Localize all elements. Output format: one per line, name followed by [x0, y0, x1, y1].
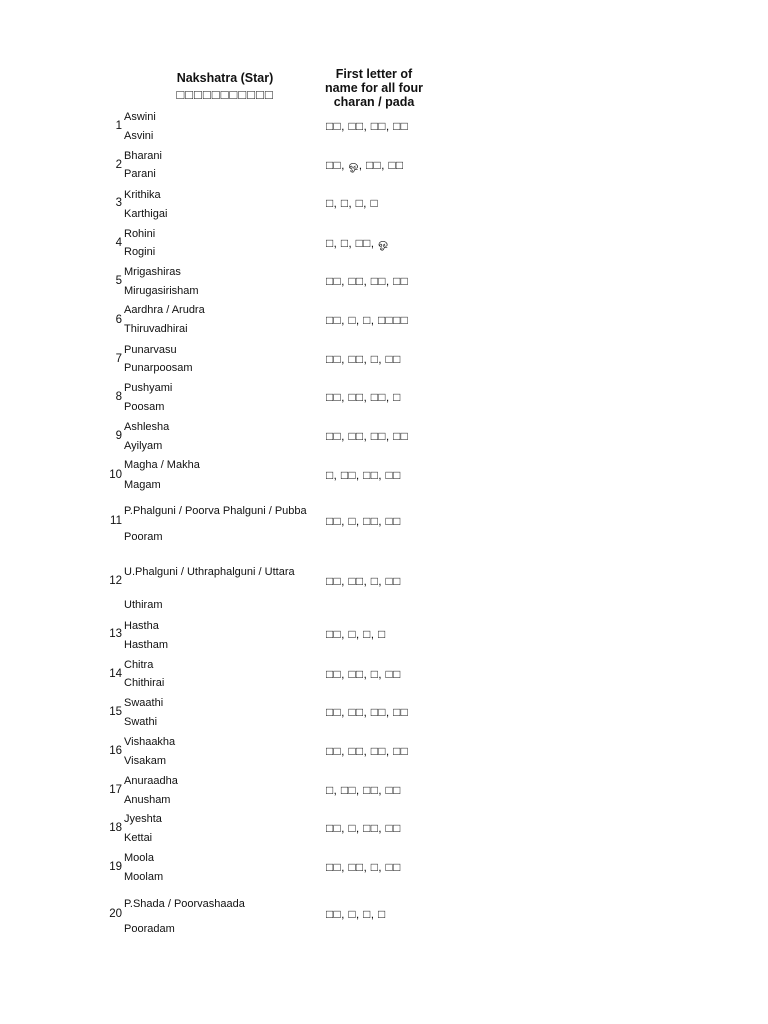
- row-number: 1: [115, 120, 122, 132]
- first-letters: □□, □□, □□, □□: [326, 744, 409, 758]
- first-letters: □, □□, □□, □□: [326, 468, 401, 482]
- star-name-english: Mrigashiras: [124, 266, 181, 278]
- row-number: 7: [115, 353, 122, 365]
- first-letters: □□, □□, □, □□: [326, 352, 401, 366]
- first-letters: □□, □□, □□, □□: [326, 429, 409, 443]
- star-name-english: Magha / Makha: [124, 459, 200, 471]
- star-name-tamil: Uthiram: [124, 599, 163, 611]
- row-number: 18: [109, 822, 122, 834]
- row-number: 6: [115, 314, 122, 326]
- first-letters: □□, □, □, □□□□: [326, 313, 409, 327]
- row-number: 13: [109, 628, 122, 640]
- star-name-english: Chitra: [124, 659, 154, 671]
- first-letters: □□, □□, □□, □□: [326, 119, 409, 133]
- first-letters: □□, ஓ, □□, □□: [326, 158, 404, 172]
- star-name-english: Punarvasu: [124, 344, 177, 356]
- row-number: 4: [115, 237, 122, 249]
- star-name-tamil: Pooram: [124, 531, 163, 543]
- row-number: 3: [115, 197, 122, 209]
- row-number: 19: [109, 861, 122, 873]
- row-number: 5: [115, 275, 122, 287]
- star-column-header: [150, 70, 300, 103]
- star-name-english: Rohini: [124, 228, 156, 240]
- star-name-tamil: Thiruvadhirai: [124, 323, 188, 335]
- star-name-tamil: Poosam: [124, 401, 165, 413]
- row-number: 14: [109, 668, 122, 680]
- star-name-tamil: Magam: [124, 479, 161, 491]
- first-letters: □, □, □□, ஓ: [326, 236, 389, 250]
- star-name-english: P.Phalguni / Poorva Phalguni / Pubba: [124, 505, 307, 517]
- first-letters: □□, □□, □□, □□: [326, 705, 409, 719]
- row-number: 10: [109, 469, 122, 481]
- first-letters: □□, □□, □□, □: [326, 390, 401, 404]
- star-name-english: Vishaakha: [124, 736, 176, 748]
- star-name-tamil: Punarpoosam: [124, 362, 193, 374]
- star-name-tamil: Parani: [124, 168, 156, 180]
- row-number: 15: [109, 706, 122, 718]
- star-name-english: Anuraadha: [124, 775, 178, 787]
- first-letters: □□, □□, □, □□: [326, 860, 401, 874]
- first-letters: □□, □□, □□, □□: [326, 274, 409, 288]
- row-number: 11: [110, 515, 122, 527]
- star-name-tamil: Mirugasirisham: [124, 285, 199, 297]
- letters-title-line-1: First letter of: [335, 67, 413, 81]
- letters-title-line-3: charan / pada: [333, 95, 415, 109]
- letters-column-header: [322, 67, 426, 109]
- row-number: 9: [115, 430, 122, 442]
- star-name-english: Moola: [124, 852, 154, 864]
- star-name-english: Aardhra / Arudra: [124, 304, 205, 316]
- first-letters: □□, □, □□, □□: [326, 514, 401, 528]
- star-name-tamil: Hastham: [124, 639, 169, 651]
- star-name-tamil: Rogini: [124, 246, 156, 258]
- first-letters: □□, □, □□, □□: [326, 821, 401, 835]
- row-number: 12: [109, 575, 122, 587]
- star-name-tamil: Karthigai: [124, 208, 168, 220]
- star-name-english: Bharani: [124, 150, 162, 162]
- first-letters: □□, □□, □, □□: [326, 574, 401, 588]
- row-number: 2: [115, 159, 122, 171]
- star-name-english: Aswini: [124, 111, 156, 123]
- star-name-tamil: Swathi: [124, 716, 158, 728]
- row-number: 8: [115, 391, 122, 403]
- row-number: 20: [109, 908, 122, 920]
- star-name-english: Pushyami: [124, 382, 173, 394]
- first-letters: □, □□, □□, □□: [326, 783, 401, 797]
- letters-title-line-2: name for all four: [325, 81, 423, 95]
- row-number: 17: [109, 784, 122, 796]
- star-name-english: Jyeshta: [124, 813, 162, 825]
- star-name-english: Hastha: [124, 620, 159, 632]
- star-title-tamil: □□□□□□□□□□□: [176, 87, 274, 102]
- star-name-tamil: Kettai: [124, 832, 153, 844]
- star-name-tamil: Asvini: [124, 130, 154, 142]
- star-name-english: Ashlesha: [124, 421, 170, 433]
- first-letters: □□, □□, □, □□: [326, 667, 401, 681]
- star-name-tamil: Ayilyam: [124, 440, 163, 452]
- star-name-tamil: Moolam: [124, 871, 164, 883]
- star-title: Nakshatra (Star): [176, 71, 274, 85]
- first-letters: □□, □, □, □: [326, 627, 386, 641]
- first-letters: □□, □, □, □: [326, 907, 386, 921]
- star-name-tamil: Pooradam: [124, 923, 175, 935]
- first-letters: □, □, □, □: [326, 196, 378, 210]
- row-number: 16: [109, 745, 122, 757]
- star-name-english: P.Shada / Poorvashaada: [124, 898, 245, 910]
- star-name-tamil: Chithirai: [124, 677, 165, 689]
- star-name-english: Swaathi: [124, 697, 164, 709]
- star-name-english: Krithika: [124, 189, 161, 201]
- star-name-english: U.Phalguni / Uthraphalguni / Uttara: [124, 566, 295, 578]
- star-name-tamil: Anusham: [124, 794, 171, 806]
- star-name-tamil: Visakam: [124, 755, 166, 767]
